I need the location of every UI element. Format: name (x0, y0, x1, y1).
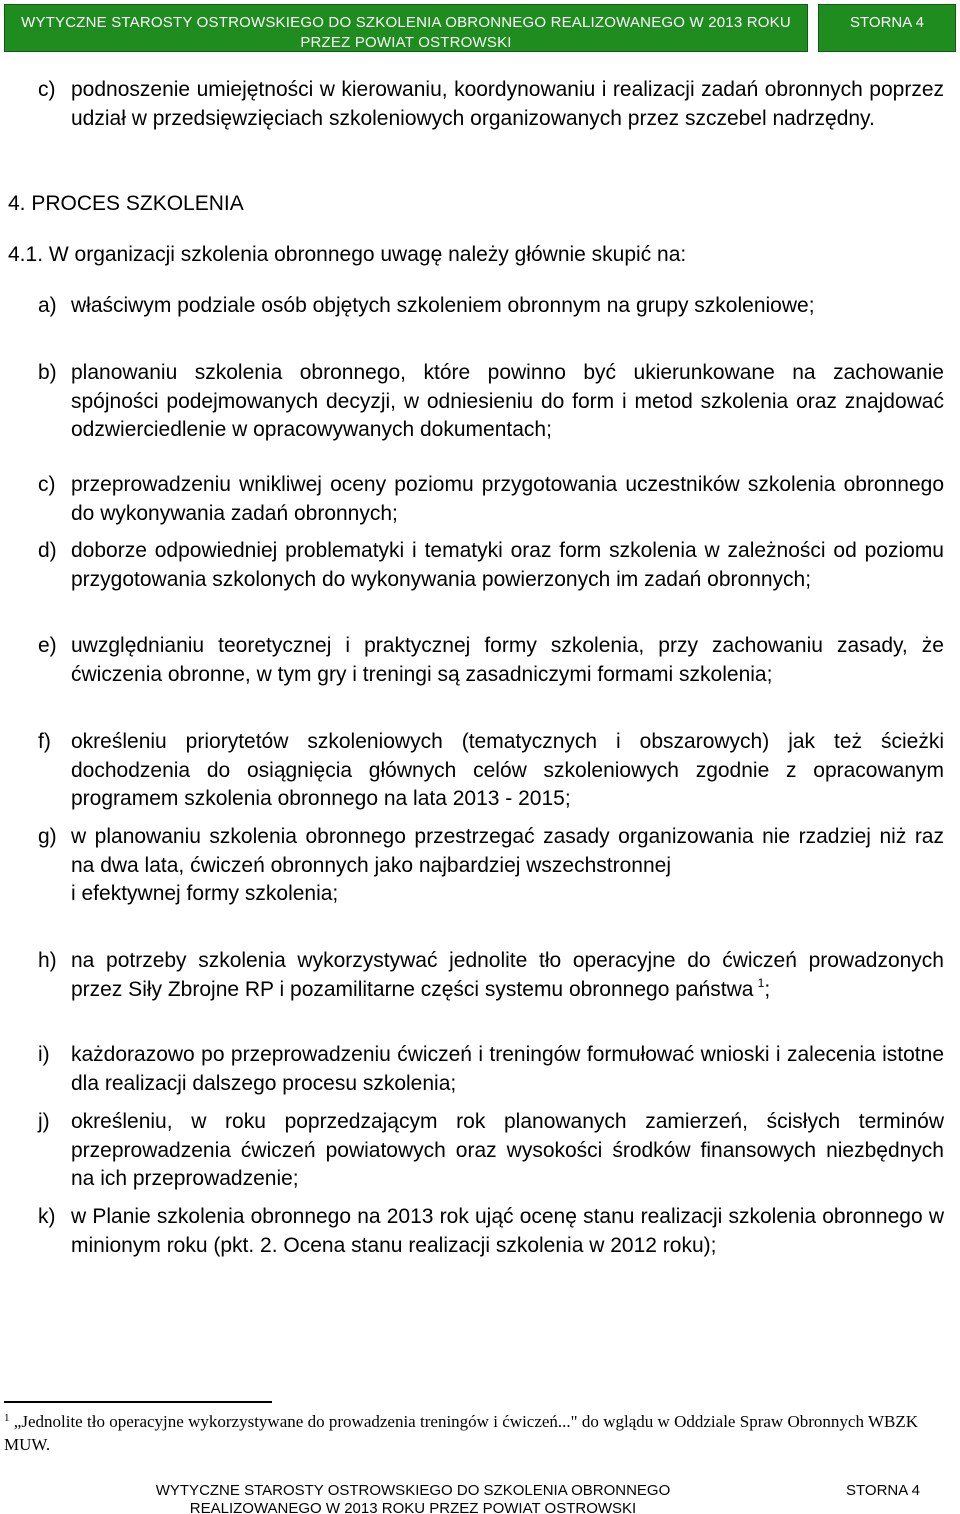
list-item-c (38, 471, 944, 528)
list-item-d (38, 537, 944, 594)
list-item-label: e) (38, 634, 57, 657)
list-item-text-block (71, 947, 944, 1004)
header-title: WYTYCZNE STAROSTY OSTROWSKIEGO DO SZKOLENIA OBRONNEGO REALIZOWANEGO W 2013 ROKU PRZEZ POWIAT OSTROWSKI (21, 14, 791, 51)
list-item-label: i) (38, 1043, 50, 1066)
list-item-label: g) (38, 825, 57, 848)
list-item-text: właściwym podziale osób objętych szkoleniem obronnym na grupy szkoleniowe; (71, 294, 815, 317)
list-item-label: c) (38, 78, 56, 101)
list-item-h (38, 947, 944, 1004)
list-item-text: przeprowadzeniu wnikliwej oceny poziomu przygotowania uczestników szkolenia obronnego do wykonywania zadań obronnych; (71, 473, 944, 525)
header-title-box (4, 4, 808, 52)
list-item-label: j) (38, 1110, 50, 1133)
list-item-text: podnoszenie umiejętności w kierowaniu, koordynowaniu i realizacji zadań obronnych poprzez udział w przedsięwzięciach szkoleniowych organizowanych przez szczebel nadrzędny. (71, 78, 944, 130)
list-item-text: w planowaniu szkolenia obronnego przestrzegać zasady organizowania nie rzadziej niż raz na dwa lata, ćwiczeń obronnych jako najbardziej wszechstronnej (71, 825, 944, 877)
list-item-g (38, 823, 944, 909)
header-page-number: STORNA 4 (850, 14, 924, 31)
list-item-text: planowaniu szkolenia obronnego, które powinno być ukierunkowane na zachowanie spójności podejmowanych decyzji, w odniesieniu do form i metod szkolenia oraz znajdować odzwierciedlenie w opracowywanych dokumentach; (71, 361, 944, 441)
list-item-text: doborze odpowiedniej problematyki i tematyki oraz form szkolenia w zależności od poziomu przygotowania szkolonych do wykonywania powierzonych im zadań obronnych; (71, 539, 944, 591)
footnote-reference[interactable]: 1 (757, 975, 765, 990)
list-item-text-continuation: i efektywnej formy szkolenia; (71, 882, 339, 905)
list-item-text: określeniu, w roku poprzedzającym rok planowanych zamierzeń, ścisłych terminów przeprowadzenia ćwiczeń powiatowych oraz wysokości środków finansowych niezbędnych na ich przeprowadzenie; (71, 1110, 944, 1190)
list-item-label: d) (38, 539, 57, 562)
list-item-f (38, 728, 944, 814)
list-item-i (38, 1041, 944, 1098)
list-item-intro-c (38, 76, 944, 133)
list-item-text: określeniu priorytetów szkoleniowych (tematycznych i obszarowych) jak też ścieżki dochodzenia do osiągnięcia głównych celów szkoleniowych zgodnie z opracowanym programem szkolenia obronnego na lata 2013 - 2015; (71, 730, 944, 810)
section-subheading: 4.1. W organizacji szkolenia obronnego uwagę należy głównie skupić na: (8, 243, 687, 266)
list-item-label: h) (38, 949, 57, 972)
list-item-j (38, 1108, 944, 1194)
header-page-box (818, 4, 956, 52)
page-footer (0, 1482, 960, 1514)
list-item-label: c) (38, 473, 56, 496)
list-item-label: k) (38, 1205, 56, 1228)
list-item-b (38, 359, 944, 445)
footnote-separator (4, 1401, 272, 1403)
list-item-a (38, 292, 944, 321)
list-item-label: f) (38, 730, 51, 753)
footer-title: WYTYCZNE STAROSTY OSTROWSKIEGO DO SZKOLENIA OBRONNEGO REALIZOWANEGO W 2013 ROKU PRZEZ POWIAT OSTROWSKI (155, 1482, 671, 1514)
list-item-e (38, 632, 944, 689)
list-item-label: a) (38, 294, 57, 317)
list-item-text: uwzględnianiu teoretycznej i praktycznej formy szkolenia, przy zachowaniu zasady, że ćwiczenia obronne, w tym gry i treningi są zasadniczymi formami szkolenia; (71, 634, 944, 686)
footer-page-number: STORNA 4 (846, 1482, 920, 1499)
list-item-label: b) (38, 361, 57, 384)
footnote (4, 1410, 918, 1456)
list-item-k (38, 1203, 944, 1260)
footnote-mark: 1 (4, 1412, 10, 1424)
list-item-text: każdorazowo po przeprowadzeniu ćwiczeń i treningów formułować wnioski i zalecenia istotne dla realizacji dalszego procesu szkolenia; (71, 1043, 944, 1095)
footnote-text: „Jednolite tło operacyjne wykorzystywane do prowadzenia treningów i ćwiczeń..." do wglądu w Oddziale Spraw Obronnych WBZK MUW. (4, 1412, 918, 1454)
section-heading: 4. PROCES SZKOLENIA (8, 192, 244, 215)
list-item-text: na potrzeby szkolenia wykorzystywać jednolite tło operacyjne do ćwiczeń prowadzonych przez Siły Zbrojne RP i pozamilitarne części systemu obronnego państwa (71, 949, 944, 1001)
list-item-text-tail: ; (764, 977, 771, 1001)
list-item-text-block (71, 823, 944, 909)
list-item-text: w Planie szkolenia obronnego na 2013 rok ująć ocenę stanu realizacji szkolenia obronnego w minionym roku (pkt. 2. Ocena stanu realizacji szkolenia w 2012 roku); (71, 1205, 944, 1257)
